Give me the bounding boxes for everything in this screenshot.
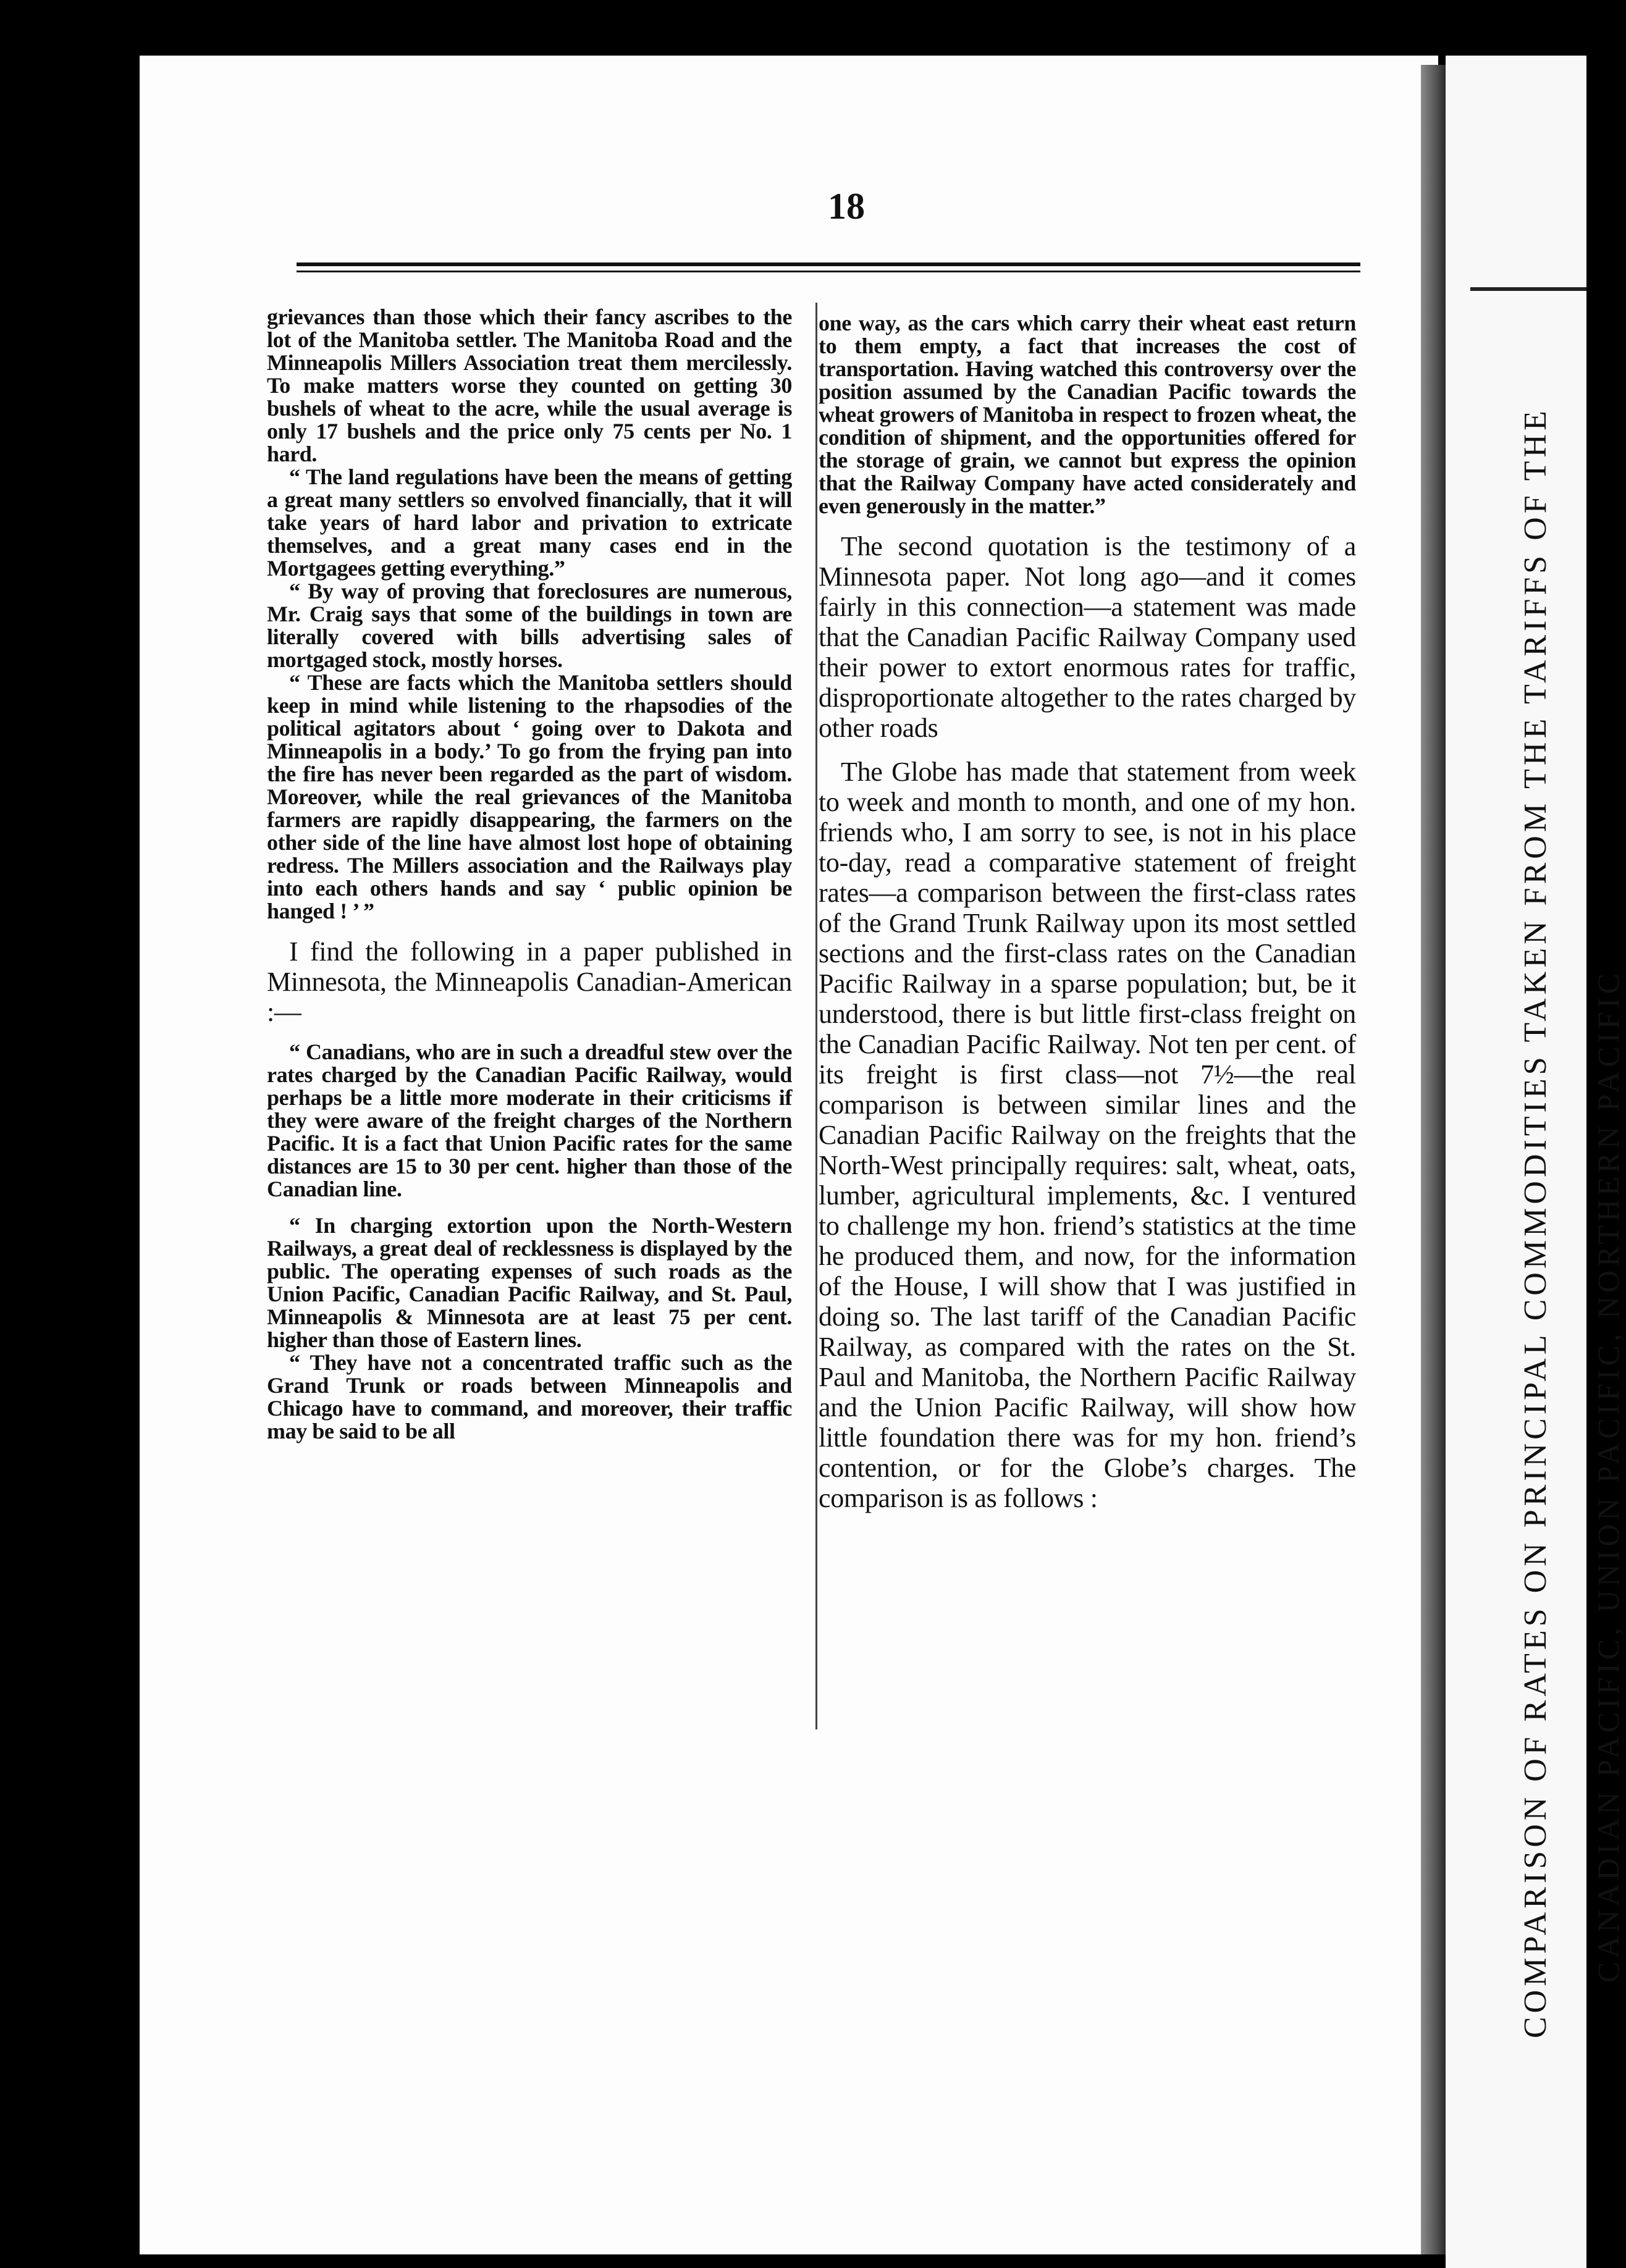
quote-paragraph: “ These are facts which the Manitoba settlers should keep in mind while listening to the rhapsodies of the political agitators about ‘ going over to Dakota and Minneapolis in a body.’ To go from the frying pan into the fire has never been regarded as the part of wisdom. Moreover, while the real grievances of the Manitoba farmers are rapidly disappearing, the farmers on the other side of the line have almost lost hope of obtaining redress. The Millers association and the Railways play into each others hands and say ‘ public opinion be hanged ! ’ ” — [267, 670, 792, 923]
page-number: 18 — [828, 186, 865, 227]
quote-paragraph: “ They have not a concentrated traffic such as the Grand Trunk or roads between Minneapolis and Chicago have to command, and moreover, their traffic may be said to be all — [267, 1350, 792, 1443]
foldout-subtitle: CANADIAN PACIFIC, UNION PACIFIC, NORTHERN PACIFIC — [1591, 970, 1625, 1983]
quote-paragraph: “ Canadians, who are in such a dreadful stew over the rates charged by the Canadian Pacific Railway, would perhaps be a little more moderate in their criticisms if they were aware of the freight charges of the Northern Pacific. It is a fact that Union Pacific rates for the same distances are 15 to 30 per cent. higher than those of the Canadian line. — [267, 1040, 792, 1201]
body-paragraph: The second quotation is the testimony of a Minnesota paper. Not long ago—and it comes fairly in this connection—a statement was made that the Canadian Pacific Railway Company used their power to extort enormous rates for traffic, disproportionate altogether to the rates charged by other roads — [819, 531, 1356, 743]
quote-paragraph: “ By way of proving that foreclosures are numerous, Mr. Craig says that some of the buildings in town are literally covered with bills advertising sales of mortgaged stock, mostly horses. — [267, 579, 792, 672]
body-paragraph: The Globe has made that statement from week to week and month to month, and one of my hon. friends who, I am sorry to see, is not in his place to-day, read a comparative statement of freight rates—a comparison between the first-class rates of the Grand Trunk Railway upon its most settled sections and the first-class rates on the Canadian Pacific Railway in a sparse population; but, be it understood, there is but little first-class freight on the Canadian Pacific Railway. Not ten per cent. of its freight is first class—not 7½—the real comparison is between similar lines and the Canadian Pacific Railway on the freights that the North-West principally requires: salt, wheat, oats, lumber, agricultural implements, &c. I ventured to challenge my hon. friend’s statistics at the time he produced them, and now, for the information of the House, I will show that I was justified in doing so. The last tariff of the Canadian Pacific Railway, as compared with the rates on the St. Paul and Manitoba, the Northern Pacific Railway and the Union Pacific Railway, will show how little foundation there was for my hon. friend’s contention, or for the Globe’s charges. The comparison is as follows : — [819, 757, 1356, 1513]
right-column — [819, 312, 1356, 1513]
foldout-title: COMPARISON OF RATES ON PRINCIPAL COMMODITIES TAKEN FROM THE TARIFFS OF THE — [1518, 407, 1553, 2038]
quote-paragraph: grievances than those which their fancy ascribes to the lot of the Manitoba settler. The Manitoba Road and the Minneapolis Millers Association treat them mercilessly. To make matters worse they counted on getting 30 bushels of wheat to the acre, while the usual average is only 17 bushels and the price only 75 cents per No. 1 hard. — [267, 304, 792, 466]
foldout-rule — [1470, 287, 1586, 291]
header-rule — [297, 262, 1360, 272]
quote-paragraph: one way, as the cars which carry their wheat east return to them empty, a fact that increases the cost of transportation. Having watched this controversy over the position assumed by the Canadian Pacific towards the wheat growers of Manitoba in respect to frozen wheat, the condition of shipment, and the opportunities offered for the storage of grain, we cannot but express the opinion that the Railway Company have acted considerately and even generously in the matter.” — [819, 311, 1356, 518]
page-gutter-shadow — [1421, 65, 1446, 2254]
column-divider — [815, 303, 817, 1729]
body-paragraph: I find the following in a paper published in Minnesota, the Minneapolis Canadian-American :— — [267, 936, 792, 1027]
quote-paragraph: “ The land regulations have been the means of getting a great many settlers so envolved financially, that it will take years of hard labor and privation to extricate themselves, and a great many cases end in the Mortgagees getting everything.” — [267, 464, 792, 581]
left-column — [267, 306, 792, 1443]
quote-paragraph: “ In charging extortion upon the North-Western Railways, a great deal of recklessness is displayed by the public. The operating expenses of such roads as the Union Pacific, Canadian Pacific Railway, and St. Paul, Minneapolis & Minnesota are at least 75 per cent. higher than those of Eastern lines. — [267, 1213, 792, 1352]
foldout-page — [1446, 56, 1625, 2268]
